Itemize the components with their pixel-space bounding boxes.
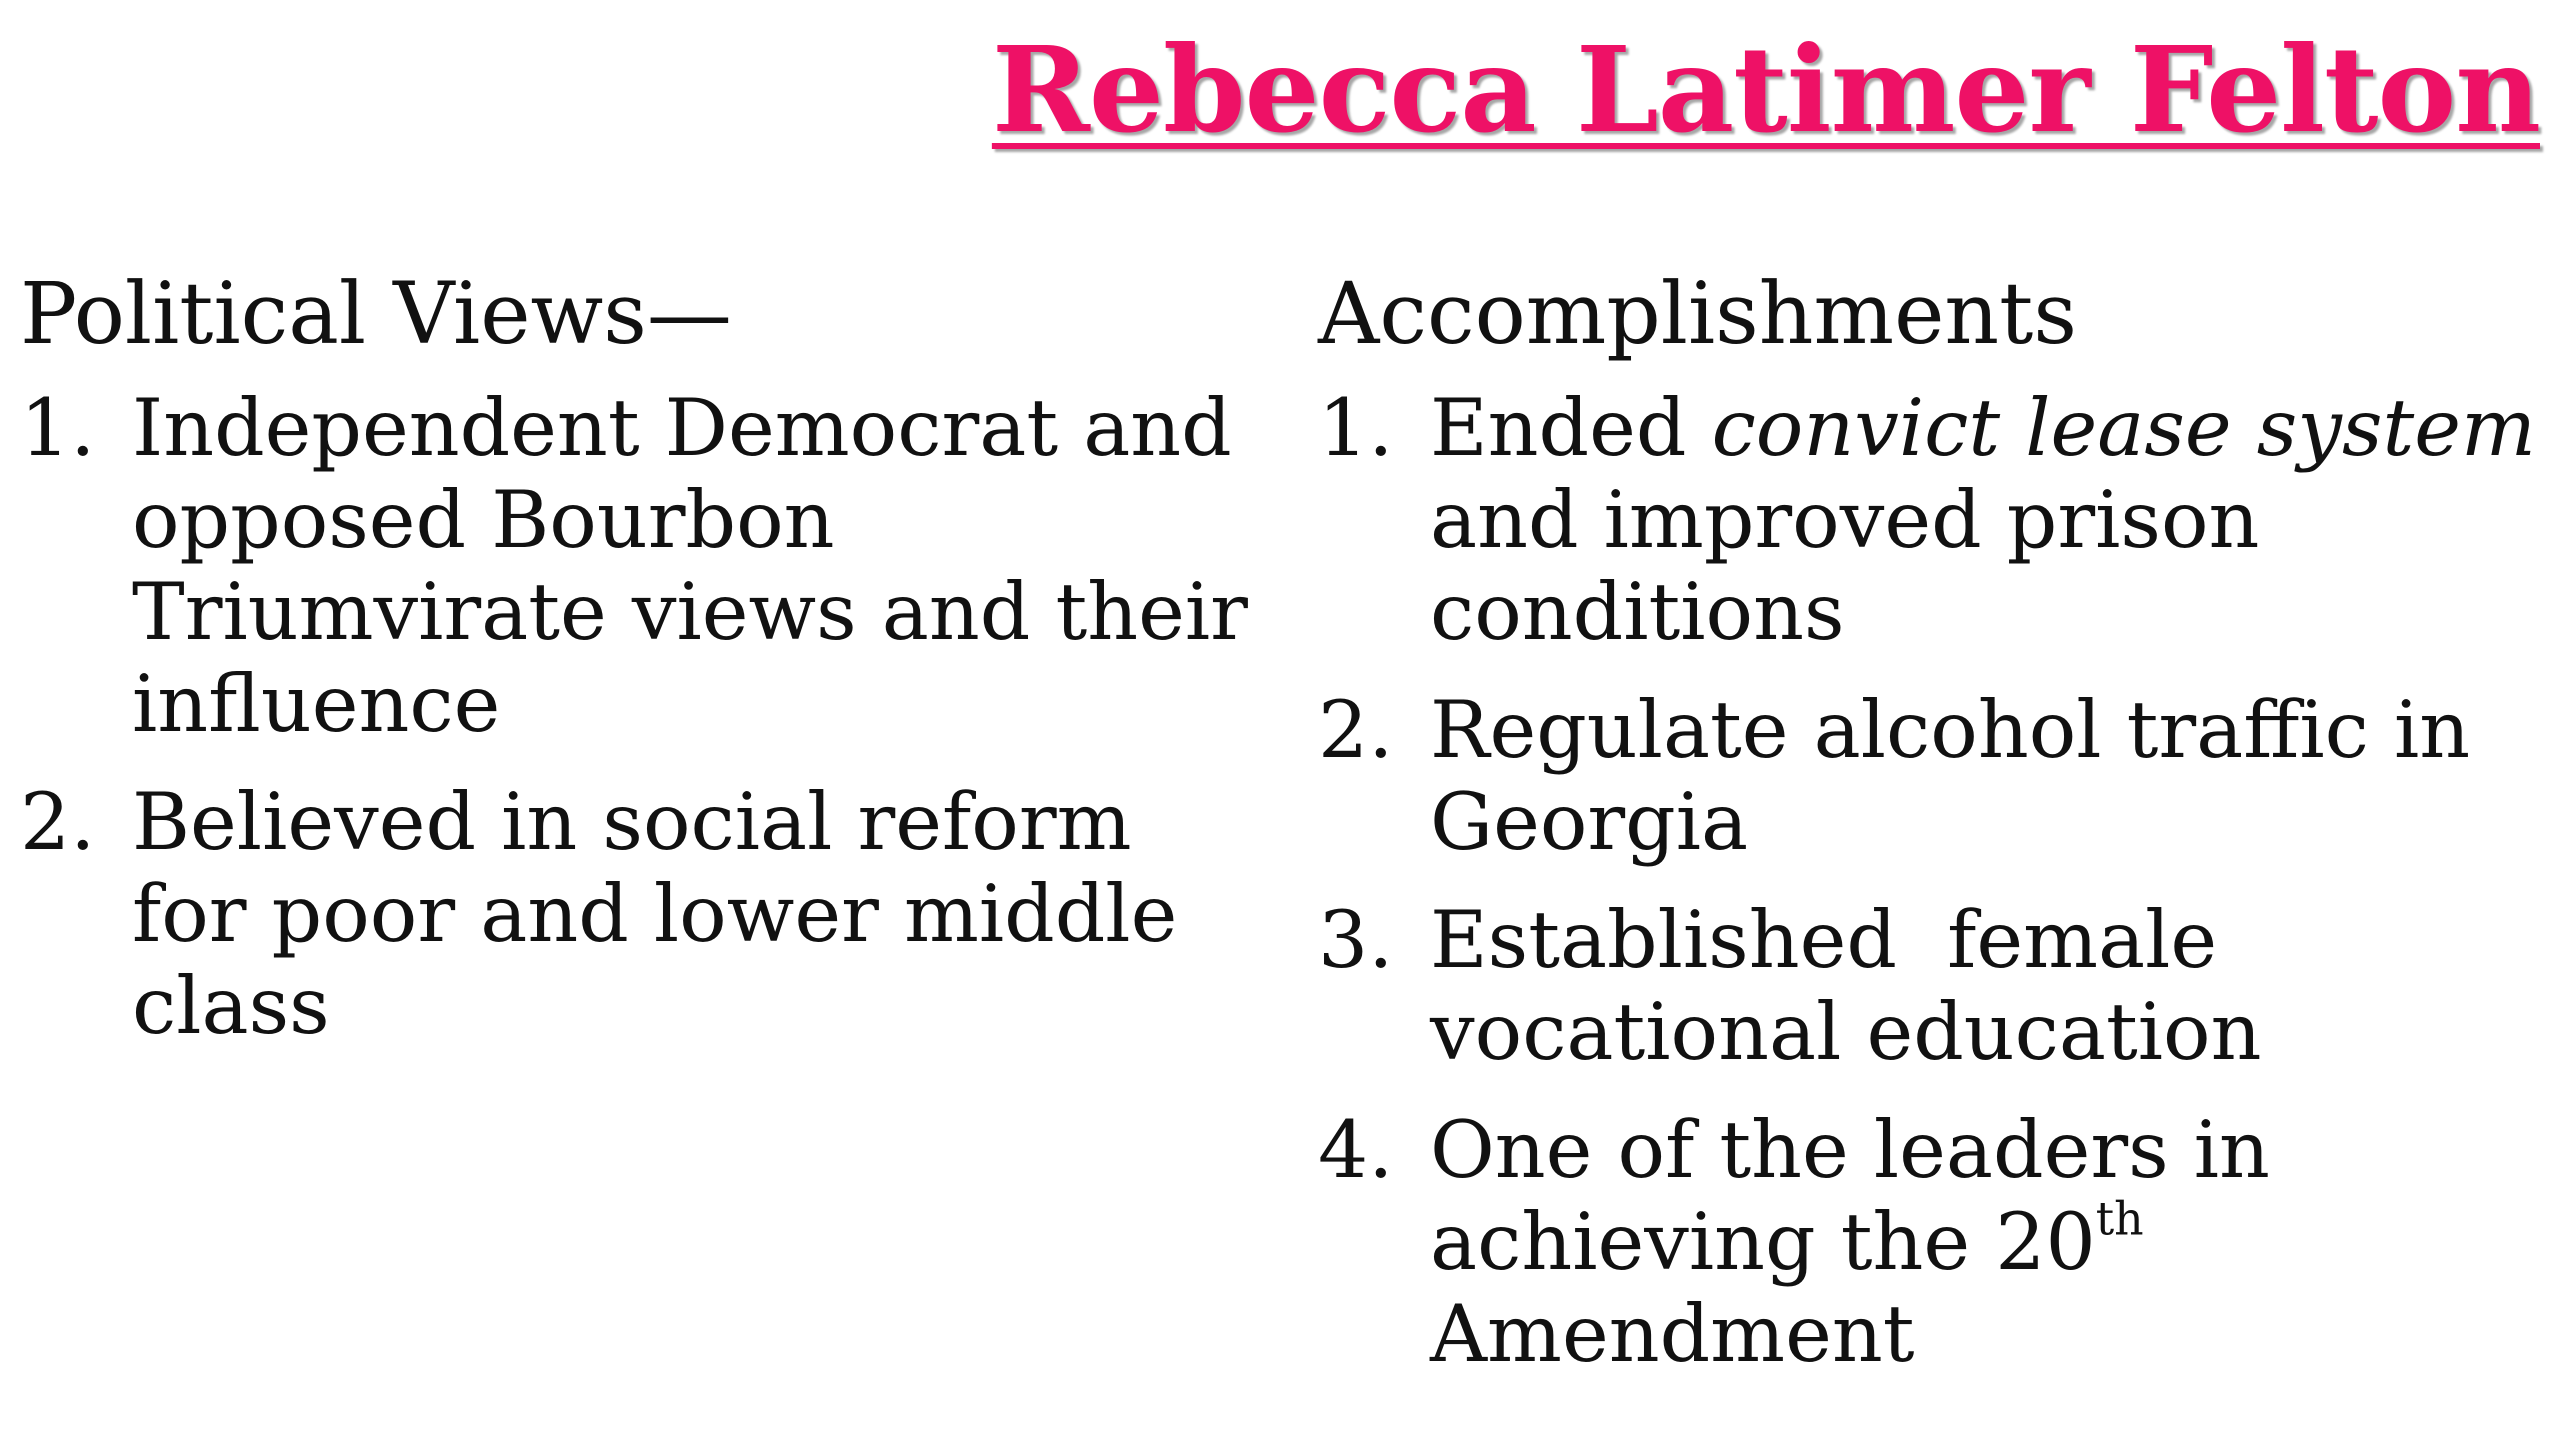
list-item-text-italic: convict lease system — [1711, 381, 2536, 474]
list-number: 2. — [1318, 683, 1394, 776]
list-item — [1318, 684, 2548, 868]
ordinal-superscript: th — [2095, 1191, 2144, 1246]
list-number: 1. — [20, 381, 96, 474]
list-item-text: Regulate alcohol traffic in Georgia — [1430, 683, 2471, 868]
list-item — [1318, 1104, 2548, 1380]
political-views-column — [20, 265, 1250, 1078]
political-views-heading: Political Views— — [20, 265, 732, 364]
accomplishments-list — [1318, 382, 2548, 1380]
list-number: 3. — [1318, 893, 1394, 986]
list-item-text-start: One of the leaders in achieving the 20 — [1430, 1103, 2270, 1288]
list-item-text: Believed in social reform for poor and lower middle class — [132, 775, 1178, 1052]
slide-title: Rebecca Latimer Felton — [991, 20, 2540, 159]
list-item — [20, 382, 1250, 750]
list-item — [1318, 894, 2548, 1078]
list-item-text-end: Amendment — [1430, 1287, 1915, 1380]
list-item — [20, 776, 1250, 1052]
list-item-text-start: Ended — [1430, 381, 1712, 474]
list-number: 2. — [20, 775, 96, 868]
accomplishments-heading: Accomplishments — [1318, 265, 2077, 364]
list-item-text: Established female vocational education — [1430, 893, 2262, 1078]
list-number: 1. — [1318, 381, 1394, 474]
accomplishments-column — [1318, 265, 2548, 1406]
list-item — [1318, 382, 2548, 658]
list-item-text: Independent Democrat and opposed Bourbon Triumvirate views and their influence — [132, 381, 1248, 750]
political-views-list — [20, 382, 1250, 1052]
list-number: 4. — [1318, 1103, 1394, 1196]
list-item-text-end: and improved prison conditions — [1430, 473, 2260, 658]
